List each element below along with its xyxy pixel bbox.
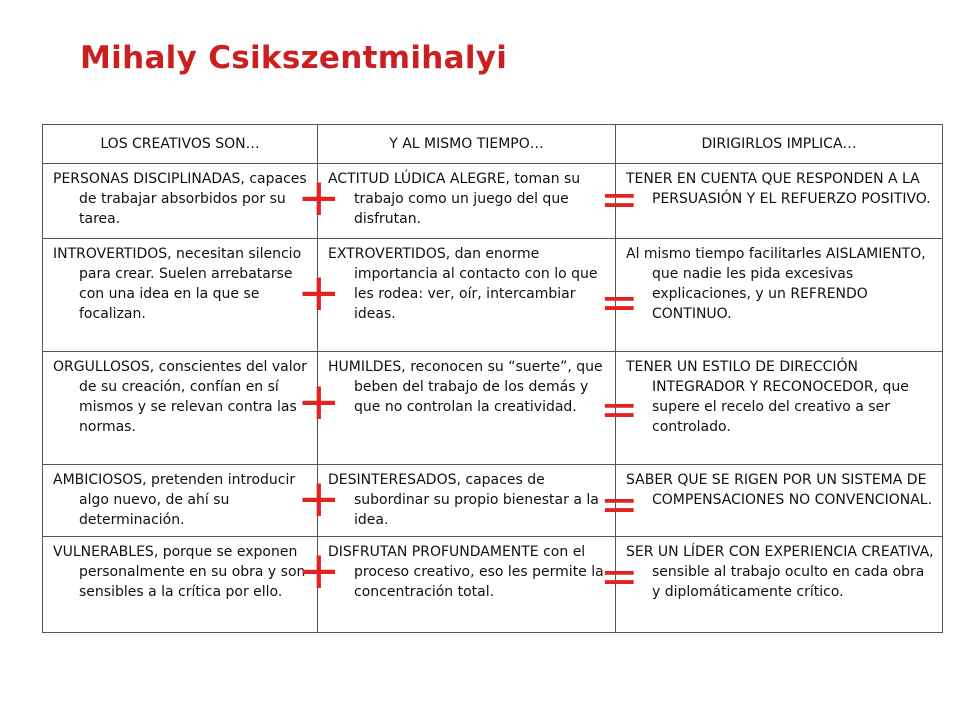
header-row	[43, 125, 943, 164]
cell-creativos: ORGULLOSOS, conscientes del valor de su creación, confían en sí mismos y se relevan contra las normas.	[43, 352, 318, 465]
cell-creativos: PERSONAS DISCIPLINADAS, capaces de trabajar absorbidos por su tarea.	[43, 164, 318, 239]
equals-sign: =	[600, 172, 639, 226]
header-mismo-tiempo: Y AL MISMO TIEMPO…	[318, 125, 616, 164]
cell-implica: = SABER QUE SE RIGEN POR UN SISTEMA DE COMPENSACIONES NO CONVENCIONAL.	[616, 465, 943, 537]
plus-sign: +	[297, 168, 341, 228]
plus-sign: +	[297, 541, 341, 601]
equals-sign: =	[600, 549, 639, 603]
cell-implica: = Al mismo tiempo facilitarles AISLAMIENTO, que nadie les pida excesivas explicaciones, y un REFRENDO CONTINUO.	[616, 239, 943, 352]
cell-mismo-tiempo: + DESINTERESADOS, capaces de subordinar su propio bienestar a la idea.	[318, 465, 616, 537]
plus-sign: +	[297, 263, 341, 323]
cell-mismo-tiempo: + ACTITUD LÚDICA ALEGRE, toman su trabajo como un juego del que disfrutan.	[318, 164, 616, 239]
cell-creativos: INTROVERTIDOS, necesitan silencio para crear. Suelen arrebatarse con una idea en la que se focalizan.	[43, 239, 318, 352]
creativos-table	[42, 124, 943, 633]
header-creativos: LOS CREATIVOS SON…	[43, 125, 318, 164]
cell-creativos: AMBICIOSOS, pretenden introducir algo nuevo, de ahí su determinación.	[43, 465, 318, 537]
plus-sign: +	[297, 372, 341, 432]
equals-sign: =	[600, 275, 639, 329]
plus-sign: +	[297, 469, 341, 529]
table-row	[43, 465, 943, 537]
cell-implica: = TENER UN ESTILO DE DIRECCIÓN INTEGRADOR Y RECONOCEDOR, que supere el recelo del creativo a ser controlado.	[616, 352, 943, 465]
table-row	[43, 537, 943, 633]
equals-sign: =	[600, 382, 639, 436]
cell-implica: = SER UN LÍDER CON EXPERIENCIA CREATIVA, sensible al trabajo oculto en cada obra y diplomáticamente crítico.	[616, 537, 943, 633]
cell-mismo-tiempo: + HUMILDES, reconocen su “suerte”, que beben del trabajo de los demás y que no controlan la creatividad.	[318, 352, 616, 465]
cell-mismo-tiempo: + EXTROVERTIDOS, dan enorme importancia al contacto con lo que les rodea: ver, oír, intercambiar ideas.	[318, 239, 616, 352]
equals-sign: =	[600, 477, 639, 531]
table-row	[43, 164, 943, 239]
header-implica: DIRIGIRLOS IMPLICA…	[616, 125, 943, 164]
table-row	[43, 239, 943, 352]
table-row	[43, 352, 943, 465]
page-title: Mihaly Csikszentmihalyi	[80, 40, 508, 76]
cell-implica: = TENER EN CUENTA QUE RESPONDEN A LA PERSUASIÓN Y EL REFUERZO POSITIVO.	[616, 164, 943, 239]
cell-creativos: VULNERABLES, porque se exponen personalmente en su obra y son sensibles a la crítica por ello.	[43, 537, 318, 633]
cell-mismo-tiempo: + DISFRUTAN PROFUNDAMENTE con el proceso creativo, eso les permite la concentración total.	[318, 537, 616, 633]
